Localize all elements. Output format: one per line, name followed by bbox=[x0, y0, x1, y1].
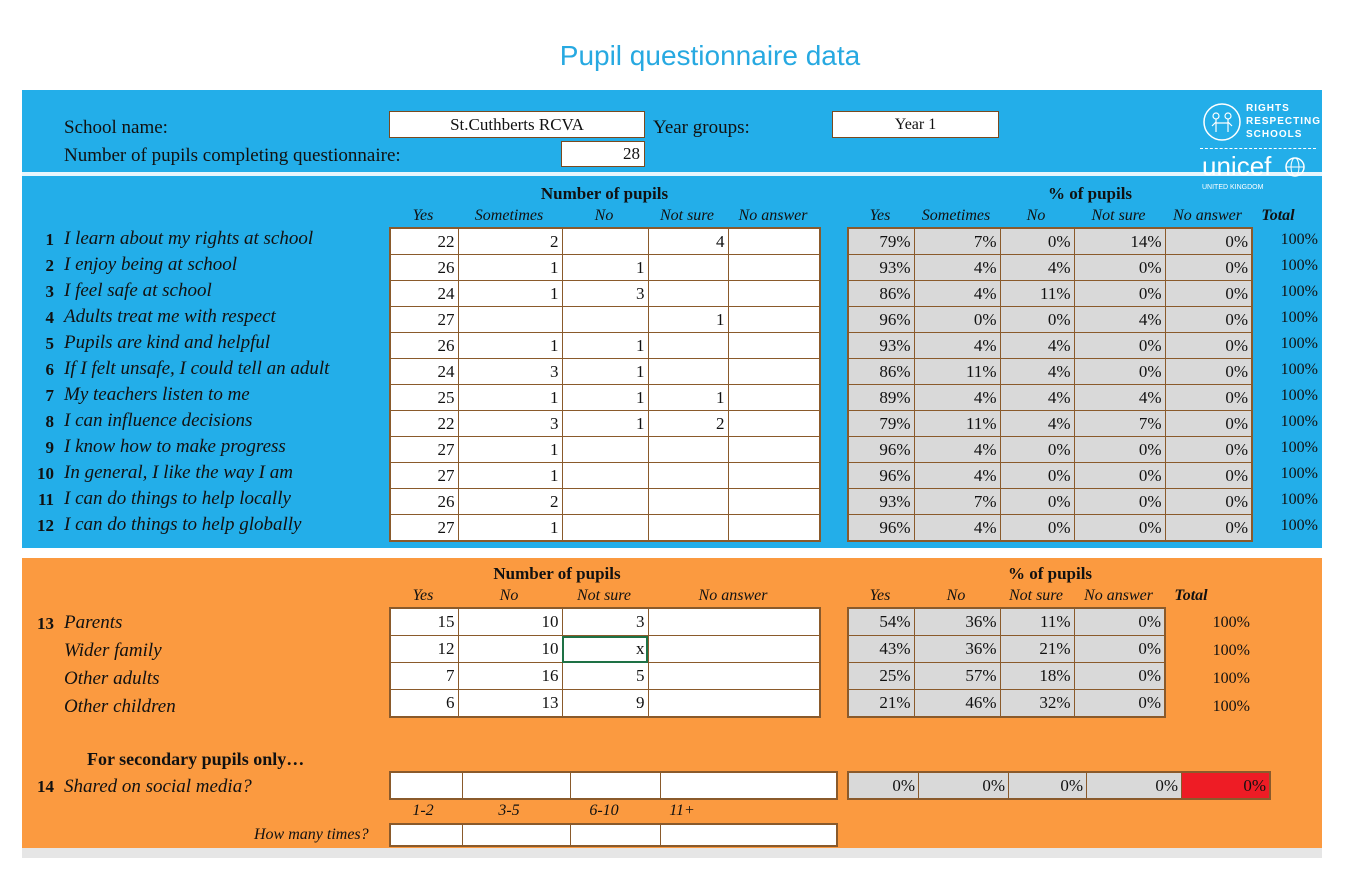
count-cell[interactable] bbox=[648, 437, 728, 463]
question-number: 3 bbox=[45, 282, 54, 301]
percent-cell: 0% bbox=[1074, 608, 1165, 636]
count-cell[interactable]: 22 bbox=[390, 228, 458, 255]
percent-cell: 7% bbox=[1074, 411, 1165, 437]
percent-cell: 93% bbox=[848, 255, 914, 281]
logo-line3: SCHOOLS bbox=[1246, 129, 1303, 140]
count-cell[interactable] bbox=[728, 255, 820, 281]
school-name-field[interactable]: St.Cuthberts RCVA bbox=[389, 111, 645, 138]
logo-line1: RIGHTS bbox=[1246, 103, 1290, 114]
question-number: 7 bbox=[45, 386, 54, 405]
question-text: I can influence decisions bbox=[64, 410, 253, 431]
count-cell[interactable]: 27 bbox=[390, 463, 458, 489]
percent-cell: 0% bbox=[1074, 255, 1165, 281]
count-col-header: Yes bbox=[412, 587, 434, 604]
question-text: I enjoy being at school bbox=[64, 254, 238, 275]
count-cell[interactable] bbox=[648, 333, 728, 359]
table-row bbox=[848, 411, 1252, 437]
question-number: 13 bbox=[37, 614, 54, 633]
count-cell[interactable]: 2 bbox=[648, 411, 728, 437]
table-row bbox=[848, 608, 1165, 636]
count-cell[interactable] bbox=[648, 281, 728, 307]
percent-cell: 0% bbox=[919, 772, 1009, 799]
percent-cell: 21% bbox=[848, 690, 914, 718]
count-col-header: Not sure bbox=[576, 587, 632, 604]
count-cell[interactable] bbox=[728, 463, 820, 489]
question-number: 11 bbox=[37, 490, 54, 509]
percent-cell: 0% bbox=[1074, 690, 1165, 718]
count-cell[interactable]: 22 bbox=[390, 411, 458, 437]
count-cell[interactable]: 10 bbox=[458, 636, 562, 663]
percent-cell: 4% bbox=[1000, 255, 1074, 281]
question-number: 10 bbox=[37, 464, 54, 483]
table-row bbox=[848, 663, 1165, 690]
row-total: 100% bbox=[1280, 257, 1318, 274]
row-total: 100% bbox=[1212, 642, 1250, 659]
count-cell[interactable] bbox=[648, 359, 728, 385]
percent-cell: 0% bbox=[1074, 663, 1165, 690]
percent-cell: 86% bbox=[848, 359, 914, 385]
row-total: 100% bbox=[1280, 335, 1318, 352]
count-cell[interactable] bbox=[648, 255, 728, 281]
percent-cell: 4% bbox=[914, 437, 1000, 463]
percent-cell: 4% bbox=[1000, 333, 1074, 359]
count-cell[interactable]: 1 bbox=[648, 307, 728, 333]
times-cell[interactable] bbox=[661, 824, 838, 846]
pct-header-2: % of pupils bbox=[1007, 564, 1093, 583]
table-row bbox=[390, 463, 820, 489]
how-many-times-table bbox=[389, 823, 838, 847]
question-number: 9 bbox=[45, 438, 54, 457]
count-cell[interactable] bbox=[661, 772, 838, 799]
percent-cell: 0% bbox=[1074, 463, 1165, 489]
percent-cell: 89% bbox=[848, 385, 914, 411]
table-row bbox=[848, 690, 1165, 718]
count-cell[interactable]: 13 bbox=[458, 690, 562, 718]
count-cell[interactable] bbox=[562, 489, 648, 515]
question-text: Adults treat me with respect bbox=[64, 306, 276, 327]
percent-cell: 0% bbox=[1165, 411, 1252, 437]
count-cell[interactable]: 7 bbox=[390, 663, 458, 690]
globe-icon bbox=[1284, 156, 1306, 178]
count-cell[interactable]: x bbox=[562, 636, 648, 663]
count-cell[interactable]: 12 bbox=[390, 636, 458, 663]
pct-col-header: No bbox=[946, 587, 966, 604]
percent-cell: 0% bbox=[1000, 228, 1074, 255]
question-text: If I felt unsafe, I could tell an adult bbox=[64, 358, 330, 379]
count-cell[interactable] bbox=[463, 772, 571, 799]
count-cell[interactable]: 2 bbox=[458, 228, 562, 255]
percent-cell: 11% bbox=[1000, 281, 1074, 307]
divider bbox=[22, 172, 1322, 176]
count-cell[interactable] bbox=[562, 437, 648, 463]
times-cell[interactable] bbox=[390, 824, 463, 846]
question-text: Parents bbox=[64, 612, 123, 633]
times-col-header: 1-2 bbox=[412, 802, 434, 819]
count-col-header: No bbox=[594, 207, 614, 224]
percent-cell: 0% bbox=[1000, 437, 1074, 463]
question-text: In general, I like the way I am bbox=[64, 462, 293, 483]
question-number: 5 bbox=[45, 334, 54, 353]
count-cell[interactable] bbox=[728, 281, 820, 307]
table-row bbox=[390, 255, 820, 281]
count-cell[interactable]: 1 bbox=[458, 255, 562, 281]
count-cell[interactable]: 27 bbox=[390, 515, 458, 542]
row-total: 100% bbox=[1212, 614, 1250, 631]
social-media-percent-table bbox=[847, 771, 1271, 800]
table-row bbox=[848, 281, 1252, 307]
table-row bbox=[848, 255, 1252, 281]
row-total: 100% bbox=[1280, 517, 1318, 534]
question-text-social-media: Shared on social media? bbox=[64, 776, 252, 797]
question-text: Wider family bbox=[64, 640, 162, 661]
count-cell[interactable]: 1 bbox=[458, 333, 562, 359]
count-cell[interactable] bbox=[728, 359, 820, 385]
count-cell[interactable] bbox=[728, 307, 820, 333]
percent-cell: 0% bbox=[1009, 772, 1087, 799]
percent-cell: 4% bbox=[914, 255, 1000, 281]
percent-cell: 0% bbox=[1074, 636, 1165, 663]
question-text: I can do things to help globally bbox=[64, 514, 302, 535]
percent-cell: 0% bbox=[1165, 437, 1252, 463]
row-total: 100% bbox=[1280, 491, 1318, 508]
total-col-header: Total bbox=[1261, 207, 1295, 224]
percent-cell: 96% bbox=[848, 307, 914, 333]
count-cell[interactable]: 3 bbox=[562, 281, 648, 307]
count-cell[interactable]: 24 bbox=[390, 359, 458, 385]
percent-cell: 4% bbox=[1074, 385, 1165, 411]
count-cell[interactable] bbox=[648, 663, 820, 690]
percent-cell: 43% bbox=[848, 636, 914, 663]
count-table bbox=[389, 227, 821, 542]
percent-cell: 0% bbox=[1074, 437, 1165, 463]
row-total: 100% bbox=[1280, 309, 1318, 326]
table-row bbox=[390, 411, 820, 437]
year-groups-field[interactable]: Year 1 bbox=[832, 111, 999, 138]
question-text: Other children bbox=[64, 696, 176, 717]
table-row bbox=[390, 385, 820, 411]
percent-cell: 7% bbox=[914, 228, 1000, 255]
percent-table bbox=[847, 607, 1166, 718]
count-cell[interactable]: 1 bbox=[458, 515, 562, 542]
row-total: 100% bbox=[1280, 439, 1318, 456]
footer-strip bbox=[22, 848, 1322, 858]
row-total: 100% bbox=[1280, 413, 1318, 430]
percent-cell: 36% bbox=[914, 608, 1000, 636]
percent-cell: 0% bbox=[1074, 281, 1165, 307]
pct-col-header: Yes bbox=[869, 587, 891, 604]
school-name-label: School name: bbox=[64, 117, 168, 138]
row-total: 100% bbox=[1212, 670, 1250, 687]
count-col-header: Yes bbox=[412, 207, 434, 224]
count-table bbox=[389, 607, 821, 718]
count-cell[interactable]: 1 bbox=[562, 385, 648, 411]
page-title: Pupil questionnaire data bbox=[559, 40, 861, 71]
percent-cell: 4% bbox=[1074, 307, 1165, 333]
row-total: 100% bbox=[1212, 698, 1250, 715]
count-header: Number of pupils bbox=[540, 184, 669, 203]
pct-col-header: No answer bbox=[1173, 207, 1242, 224]
percent-cell: 0% bbox=[848, 772, 919, 799]
percent-cell: 36% bbox=[914, 636, 1000, 663]
count-cell[interactable] bbox=[648, 636, 820, 663]
count-cell[interactable]: 24 bbox=[390, 281, 458, 307]
table-row bbox=[390, 489, 820, 515]
count-col-header: No answer bbox=[738, 207, 808, 224]
count-cell[interactable] bbox=[728, 228, 820, 255]
percent-cell: 4% bbox=[914, 463, 1000, 489]
percent-cell: 93% bbox=[848, 489, 914, 515]
pct-col-header: Yes bbox=[869, 207, 891, 224]
percent-cell: 86% bbox=[848, 281, 914, 307]
question-text: Pupils are kind and helpful bbox=[64, 332, 271, 353]
percent-cell: 0% bbox=[1000, 307, 1074, 333]
times-col-header: 3-5 bbox=[498, 802, 520, 819]
percent-cell: 0% bbox=[1165, 463, 1252, 489]
row-total: 100% bbox=[1280, 387, 1318, 404]
percent-cell: 0% bbox=[1000, 463, 1074, 489]
times-cell[interactable] bbox=[463, 824, 571, 846]
question-number: 8 bbox=[45, 412, 54, 431]
pupils-count-field[interactable]: 28 bbox=[561, 141, 645, 167]
count-cell[interactable]: 1 bbox=[562, 333, 648, 359]
percent-cell: 0% bbox=[1165, 333, 1252, 359]
percent-cell: 96% bbox=[848, 463, 914, 489]
question-text: I know how to make progress bbox=[64, 436, 286, 457]
table-row bbox=[848, 333, 1252, 359]
pct-col-header: Not sure bbox=[1091, 207, 1146, 224]
count-cell[interactable] bbox=[571, 772, 661, 799]
times-col-header: 11+ bbox=[669, 802, 695, 819]
times-col-header: 6-10 bbox=[589, 802, 619, 819]
table-row bbox=[848, 307, 1252, 333]
percent-cell: 0% bbox=[1165, 359, 1252, 385]
table-row bbox=[390, 307, 820, 333]
count-cell[interactable] bbox=[648, 515, 728, 542]
count-cell[interactable]: 1 bbox=[458, 385, 562, 411]
percent-cell: 11% bbox=[1000, 608, 1074, 636]
count-cell[interactable] bbox=[728, 489, 820, 515]
table-row bbox=[390, 333, 820, 359]
pct-col-header: No bbox=[1026, 207, 1046, 224]
count-cell[interactable]: 1 bbox=[562, 359, 648, 385]
rights-respecting-schools-logo bbox=[1200, 100, 1322, 196]
table-row bbox=[848, 359, 1252, 385]
count-cell[interactable]: 26 bbox=[390, 255, 458, 281]
table-row bbox=[390, 359, 820, 385]
count-cell[interactable]: 9 bbox=[562, 690, 648, 718]
percent-cell: 4% bbox=[914, 515, 1000, 542]
percent-cell: 4% bbox=[1000, 385, 1074, 411]
question-number: 1 bbox=[45, 230, 54, 249]
count-cell[interactable]: 1 bbox=[648, 385, 728, 411]
count-cell[interactable] bbox=[728, 411, 820, 437]
percent-cell: 96% bbox=[848, 437, 914, 463]
unicef-sub-text: UNITED KINGDOM bbox=[1202, 184, 1264, 191]
count-cell[interactable] bbox=[562, 515, 648, 542]
count-cell[interactable]: 26 bbox=[390, 333, 458, 359]
percent-cell: 0% bbox=[1165, 515, 1252, 542]
percent-cell: 4% bbox=[1000, 411, 1074, 437]
table-row bbox=[848, 463, 1252, 489]
row-total: 100% bbox=[1280, 231, 1318, 248]
table-row bbox=[848, 385, 1252, 411]
percent-cell: 79% bbox=[848, 228, 914, 255]
table-row bbox=[848, 489, 1252, 515]
table-row bbox=[390, 281, 820, 307]
percent-cell: 96% bbox=[848, 515, 914, 542]
social-media-total-alert: 0% bbox=[1182, 772, 1271, 799]
percent-cell: 57% bbox=[914, 663, 1000, 690]
count-cell[interactable] bbox=[728, 515, 820, 542]
count-cell[interactable] bbox=[728, 385, 820, 411]
table-row bbox=[390, 228, 820, 255]
count-cell[interactable] bbox=[562, 463, 648, 489]
count-cell[interactable]: 5 bbox=[562, 663, 648, 690]
total-col-header-2: Total bbox=[1174, 587, 1208, 604]
question-number: 6 bbox=[45, 360, 54, 379]
count-cell[interactable]: 26 bbox=[390, 489, 458, 515]
table-row bbox=[390, 515, 820, 542]
how-many-times-label: How many times? bbox=[254, 826, 369, 843]
question-text: I feel safe at school bbox=[64, 280, 212, 301]
percent-cell: 4% bbox=[914, 333, 1000, 359]
count-cell[interactable]: 4 bbox=[648, 228, 728, 255]
table-row bbox=[848, 636, 1165, 663]
count-cell[interactable]: 1 bbox=[458, 281, 562, 307]
table-row bbox=[390, 663, 820, 690]
count-cell[interactable] bbox=[458, 307, 562, 333]
count-cell[interactable]: 1 bbox=[458, 463, 562, 489]
percent-cell: 0% bbox=[1087, 772, 1182, 799]
pct-col-header: Not sure bbox=[1008, 587, 1064, 604]
count-header-2: Number of pupils bbox=[493, 564, 621, 583]
pupils-count-label: Number of pupils completing questionnaire: bbox=[64, 145, 401, 166]
percent-cell: 4% bbox=[914, 385, 1000, 411]
pct-col-header: No answer bbox=[1084, 587, 1153, 604]
percent-cell: 0% bbox=[1165, 385, 1252, 411]
percent-cell: 14% bbox=[1074, 228, 1165, 255]
percent-cell: 18% bbox=[1000, 663, 1074, 690]
count-cell[interactable]: 1 bbox=[562, 255, 648, 281]
count-cell[interactable] bbox=[562, 228, 648, 255]
count-cell[interactable]: 2 bbox=[458, 489, 562, 515]
table-row bbox=[848, 437, 1252, 463]
percent-cell: 0% bbox=[1074, 489, 1165, 515]
percent-cell: 11% bbox=[914, 411, 1000, 437]
percent-cell: 0% bbox=[1165, 307, 1252, 333]
row-total: 100% bbox=[1280, 361, 1318, 378]
count-cell[interactable]: 1 bbox=[562, 411, 648, 437]
percent-cell: 25% bbox=[848, 663, 914, 690]
table-row bbox=[390, 437, 820, 463]
logo-line2: RESPECTING bbox=[1246, 116, 1322, 127]
count-cell[interactable]: 15 bbox=[390, 608, 458, 636]
year-groups-label: Year groups: bbox=[653, 117, 750, 138]
count-cell[interactable]: 3 bbox=[562, 608, 648, 636]
table-row bbox=[390, 690, 820, 718]
percent-cell: 46% bbox=[914, 690, 1000, 718]
percent-cell: 0% bbox=[1000, 515, 1074, 542]
count-col-header: No answer bbox=[698, 587, 768, 604]
count-cell[interactable] bbox=[648, 489, 728, 515]
count-cell[interactable] bbox=[728, 437, 820, 463]
count-cell[interactable]: 3 bbox=[458, 359, 562, 385]
question-number: 12 bbox=[37, 516, 54, 535]
pct-header: % of pupils bbox=[1047, 184, 1133, 203]
percent-cell: 11% bbox=[914, 359, 1000, 385]
table-row bbox=[390, 608, 820, 636]
percent-cell: 0% bbox=[914, 307, 1000, 333]
count-cell[interactable]: 3 bbox=[458, 411, 562, 437]
count-cell[interactable]: 16 bbox=[458, 663, 562, 690]
percent-cell: 4% bbox=[1000, 359, 1074, 385]
count-cell[interactable]: 6 bbox=[390, 690, 458, 718]
count-col-header: Sometimes bbox=[474, 207, 544, 224]
count-cell[interactable]: 27 bbox=[390, 437, 458, 463]
table-row bbox=[390, 636, 820, 663]
percent-cell: 0% bbox=[1165, 228, 1252, 255]
count-cell[interactable] bbox=[728, 333, 820, 359]
percent-cell: 32% bbox=[1000, 690, 1074, 718]
row-total: 100% bbox=[1280, 283, 1318, 300]
pct-col-header: Sometimes bbox=[921, 207, 991, 224]
percent-cell: 0% bbox=[1000, 489, 1074, 515]
question-number: 2 bbox=[45, 256, 54, 275]
count-cell[interactable] bbox=[562, 307, 648, 333]
percent-cell: 0% bbox=[1165, 281, 1252, 307]
question-text: I learn about my rights at school bbox=[64, 228, 314, 249]
count-col-header: Not sure bbox=[659, 207, 715, 224]
count-cell[interactable] bbox=[648, 608, 820, 636]
times-cell[interactable] bbox=[571, 824, 661, 846]
question-text: Other adults bbox=[64, 668, 160, 689]
percent-cell: 21% bbox=[1000, 636, 1074, 663]
social-media-count-table bbox=[389, 771, 838, 800]
count-cell[interactable]: 1 bbox=[458, 437, 562, 463]
children-icon bbox=[1202, 100, 1246, 144]
percent-cell: 93% bbox=[848, 333, 914, 359]
secondary-only-label: For secondary pupils only… bbox=[87, 749, 305, 769]
count-cell[interactable] bbox=[648, 463, 728, 489]
table-row bbox=[848, 228, 1252, 255]
percent-cell: 7% bbox=[914, 489, 1000, 515]
percent-cell: 79% bbox=[848, 411, 914, 437]
table-row bbox=[848, 515, 1252, 542]
question-text: My teachers listen to me bbox=[64, 384, 250, 405]
percent-cell: 0% bbox=[1165, 489, 1252, 515]
count-cell[interactable] bbox=[390, 772, 463, 799]
count-cell[interactable]: 27 bbox=[390, 307, 458, 333]
percent-cell: 54% bbox=[848, 608, 914, 636]
unicef-logo-text: unicef bbox=[1202, 151, 1272, 181]
percent-cell: 0% bbox=[1165, 255, 1252, 281]
count-cell[interactable]: 10 bbox=[458, 608, 562, 636]
count-col-header: No bbox=[499, 587, 519, 604]
percent-cell: 0% bbox=[1074, 515, 1165, 542]
question-text: I can do things to help locally bbox=[64, 488, 291, 509]
row-total: 100% bbox=[1280, 465, 1318, 482]
percent-cell: 4% bbox=[914, 281, 1000, 307]
count-cell[interactable] bbox=[648, 690, 820, 718]
percent-table bbox=[847, 227, 1253, 542]
question-number: 4 bbox=[45, 308, 54, 327]
count-cell[interactable]: 25 bbox=[390, 385, 458, 411]
percent-cell: 0% bbox=[1074, 333, 1165, 359]
question-number: 14 bbox=[37, 777, 54, 796]
percent-cell: 0% bbox=[1074, 359, 1165, 385]
